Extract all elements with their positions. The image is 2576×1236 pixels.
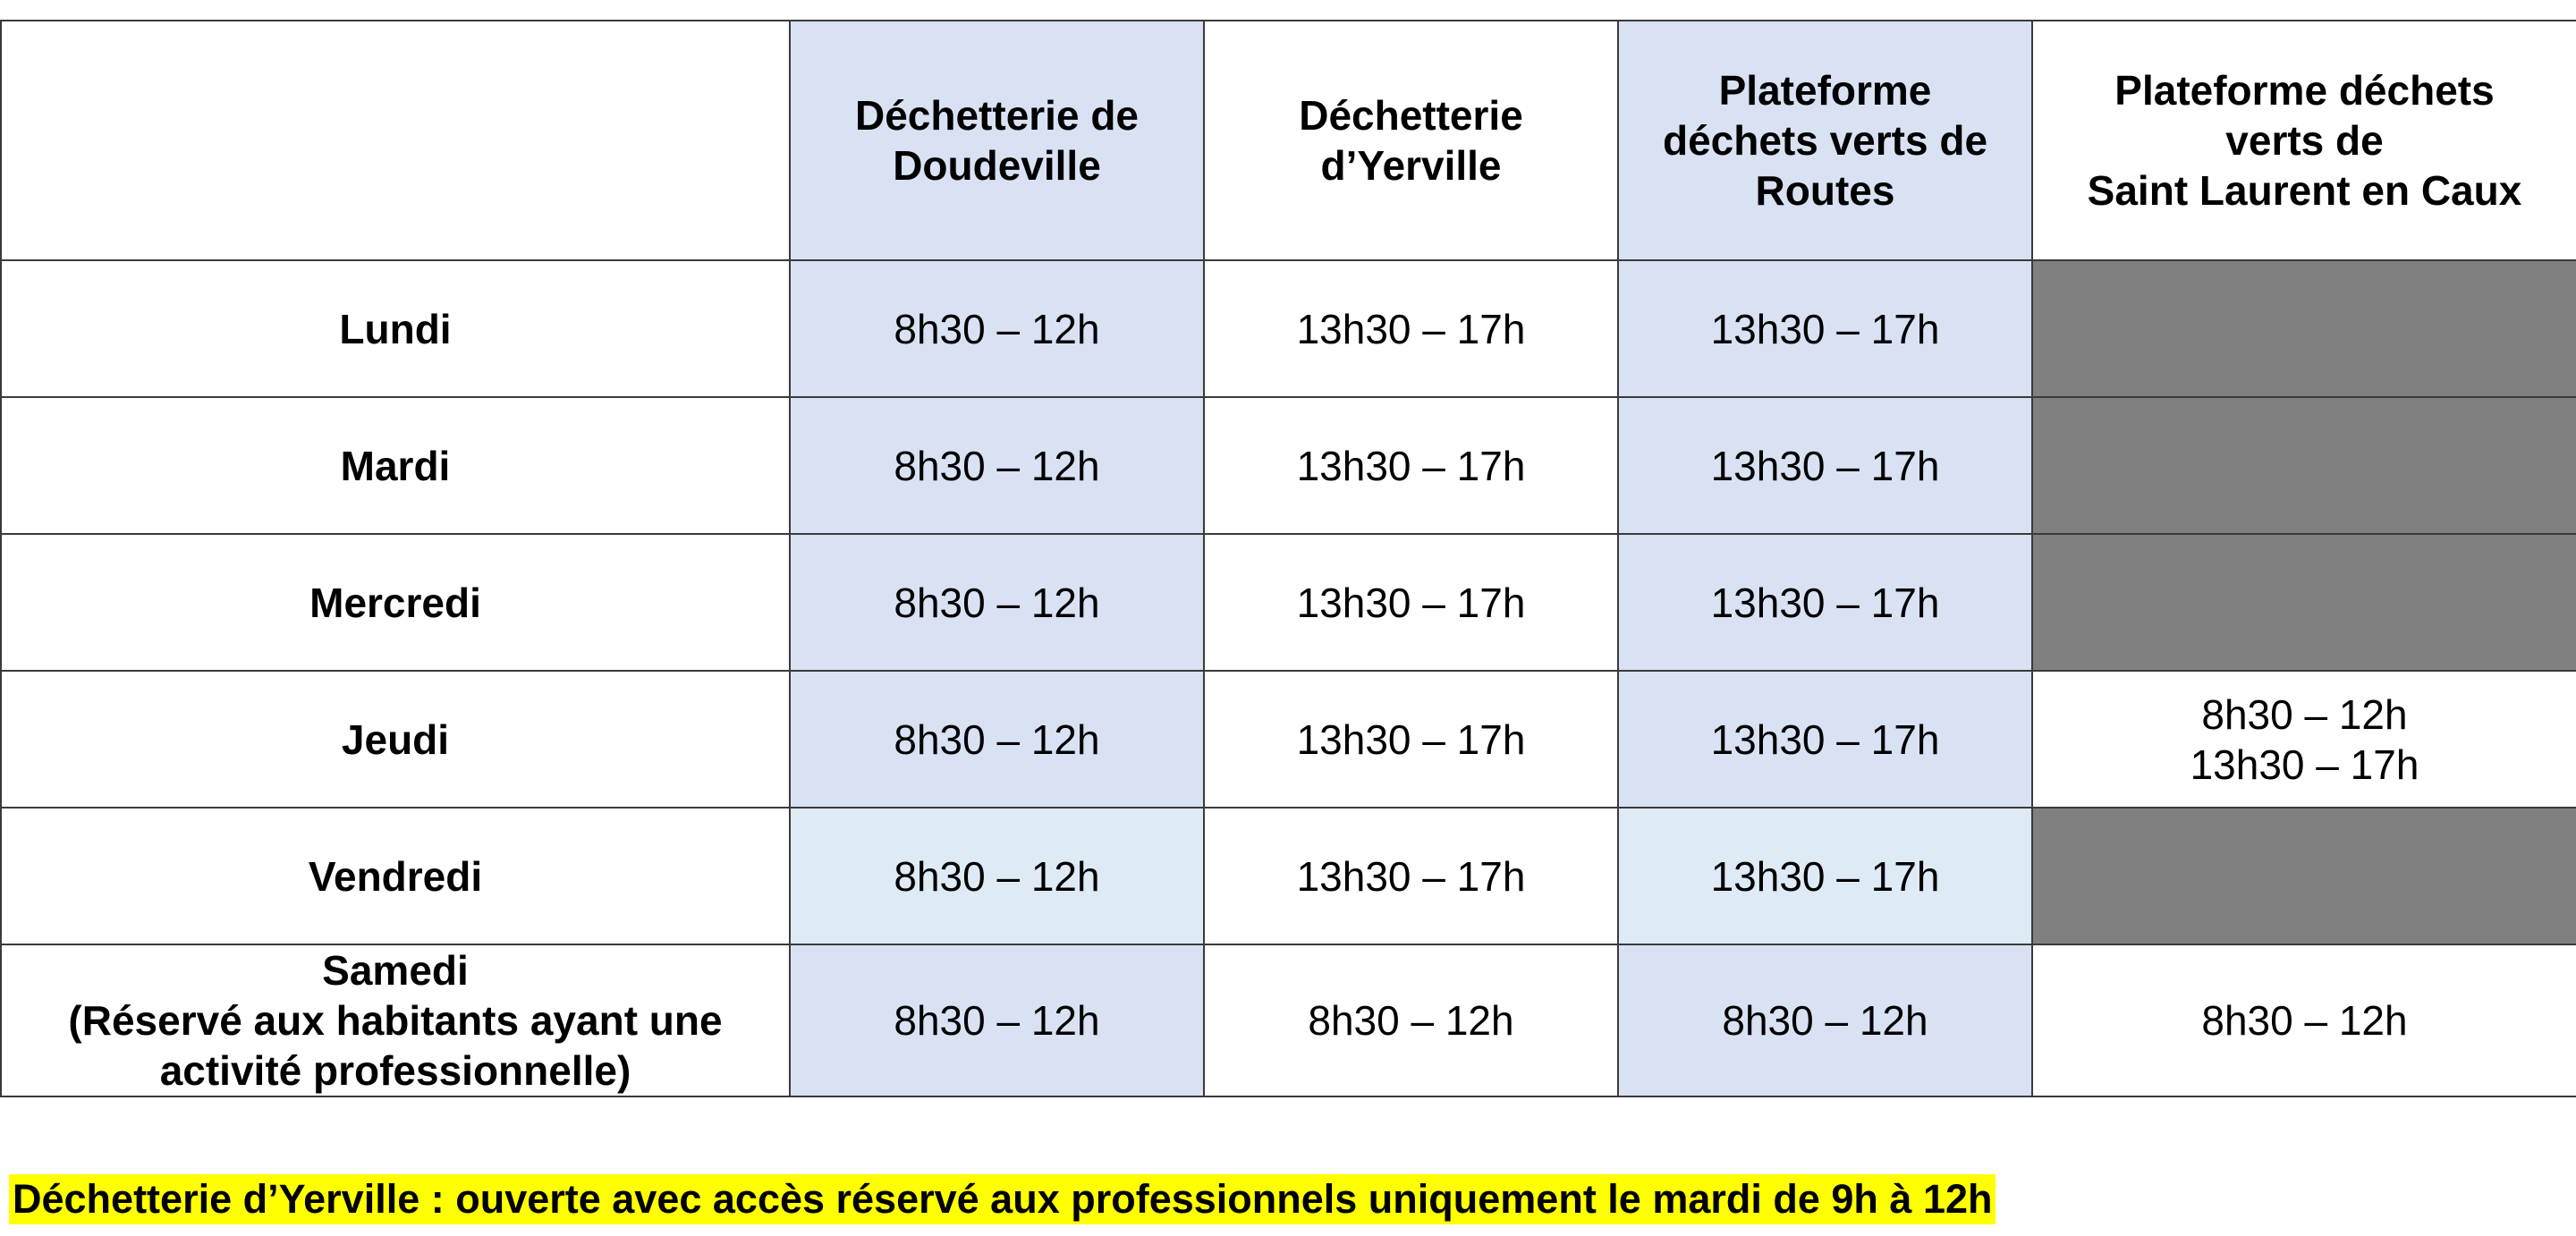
hours-yerville-mercredi xyxy=(1204,534,1618,671)
hours-text: 8h30 – 12h xyxy=(1722,997,1928,1044)
hours-saint-laurent-samedi xyxy=(2032,944,2576,1096)
closed-cell-saint-laurent-vendredi xyxy=(2032,808,2576,944)
header-saint-laurent xyxy=(2032,21,2576,260)
hours-yerville-jeudi xyxy=(1204,671,1618,808)
table-row-mardi xyxy=(1,397,2576,534)
header-doudeville-line-1: Déchetterie de xyxy=(854,92,1139,139)
hours-routes-samedi xyxy=(1618,944,2032,1096)
day-label-text: Jeudi xyxy=(341,715,450,763)
closed-cell-saint-laurent-mercredi xyxy=(2032,534,2576,671)
hours-doudeville-mercredi xyxy=(790,534,1204,671)
hours-text-morning: 8h30 – 12h xyxy=(2201,690,2408,738)
footnote-highlight: Déchetterie d’Yerville : ouverte avec accès réservé aux professionnels uniquement le mardi de 9h à 12h xyxy=(9,1174,1996,1224)
header-corner-cell xyxy=(1,21,790,260)
hours-doudeville-samedi xyxy=(790,944,1204,1096)
day-label-text: Mercredi xyxy=(309,579,481,626)
hours-text: 13h30 – 17h xyxy=(1296,305,1526,352)
hours-text: 13h30 – 17h xyxy=(1296,579,1526,626)
day-label-note-line-2: activité professionnelle) xyxy=(159,1047,631,1094)
hours-text: 13h30 – 17h xyxy=(1296,442,1526,489)
header-yerville-line-1: Déchetterie xyxy=(1299,92,1523,139)
hours-doudeville-vendredi xyxy=(790,808,1204,944)
hours-yerville-vendredi xyxy=(1204,808,1618,944)
hours-yerville-lundi xyxy=(1204,260,1618,397)
hours-text: 8h30 – 12h xyxy=(2201,997,2408,1044)
hours-text: 13h30 – 17h xyxy=(1296,715,1526,763)
hours-text: 13h30 – 17h xyxy=(1710,852,1940,900)
hours-text-afternoon: 13h30 – 17h xyxy=(2190,741,2419,788)
header-row xyxy=(1,21,2576,260)
table-row-samedi xyxy=(1,944,2576,1096)
hours-doudeville-mardi xyxy=(790,397,1204,534)
hours-yerville-samedi xyxy=(1204,944,1618,1096)
header-doudeville-line-2: Doudeville xyxy=(893,142,1101,189)
table-row-jeudi xyxy=(1,671,2576,808)
day-label-mardi xyxy=(1,397,790,534)
hours-text: 13h30 – 17h xyxy=(1710,579,1940,626)
hours-doudeville-lundi xyxy=(790,260,1204,397)
header-saint-laurent-line-1: Plateforme déchets xyxy=(2114,67,2495,114)
hours-routes-jeudi xyxy=(1618,671,2032,808)
header-saint-laurent-line-2: verts de xyxy=(2225,117,2384,164)
day-label-samedi xyxy=(1,944,790,1096)
hours-text: 13h30 – 17h xyxy=(1296,852,1526,900)
header-routes-line-3: Routes xyxy=(1755,167,1895,214)
hours-routes-vendredi xyxy=(1618,808,2032,944)
hours-routes-lundi xyxy=(1618,260,2032,397)
schedule-table xyxy=(0,20,2576,1097)
day-label-note-line-1: (Réservé aux habitants ayant une xyxy=(68,997,723,1044)
closed-cell-saint-laurent-lundi xyxy=(2032,260,2576,397)
day-label-text: Vendredi xyxy=(308,852,483,900)
hours-text: 13h30 – 17h xyxy=(1710,715,1940,763)
hours-text: 8h30 – 12h xyxy=(894,305,1100,352)
hours-doudeville-jeudi xyxy=(790,671,1204,808)
header-doudeville xyxy=(790,21,1204,260)
table-row-vendredi xyxy=(1,808,2576,944)
table-row-lundi xyxy=(1,260,2576,397)
hours-yerville-mardi xyxy=(1204,397,1618,534)
header-routes xyxy=(1618,21,2032,260)
hours-routes-mercredi xyxy=(1618,534,2032,671)
day-label-vendredi xyxy=(1,808,790,944)
hours-text: 8h30 – 12h xyxy=(894,852,1100,900)
day-label-jeudi xyxy=(1,671,790,808)
table-row-mercredi xyxy=(1,534,2576,671)
hours-text: 13h30 – 17h xyxy=(1710,305,1940,352)
hours-text: 13h30 – 17h xyxy=(1710,442,1940,489)
header-routes-line-1: Plateforme xyxy=(1718,67,1932,114)
day-label-text: Mardi xyxy=(340,442,451,489)
hours-text: 8h30 – 12h xyxy=(894,997,1100,1044)
day-label-text: Lundi xyxy=(339,305,452,352)
header-yerville xyxy=(1204,21,1618,260)
hours-text: 8h30 – 12h xyxy=(894,442,1100,489)
hours-text: 8h30 – 12h xyxy=(894,579,1100,626)
hours-routes-mardi xyxy=(1618,397,2032,534)
day-label-text: Samedi xyxy=(322,947,469,994)
header-saint-laurent-line-3: Saint Laurent en Caux xyxy=(2087,167,2522,214)
day-label-mercredi xyxy=(1,534,790,671)
header-yerville-line-2: d’Yerville xyxy=(1320,142,1502,189)
day-label-lundi xyxy=(1,260,790,397)
hours-text: 8h30 – 12h xyxy=(1308,997,1514,1044)
hours-saint-laurent-jeudi xyxy=(2032,671,2576,808)
header-routes-line-2: déchets verts de xyxy=(1662,117,1988,164)
closed-cell-saint-laurent-mardi xyxy=(2032,397,2576,534)
hours-text: 8h30 – 12h xyxy=(894,715,1100,763)
